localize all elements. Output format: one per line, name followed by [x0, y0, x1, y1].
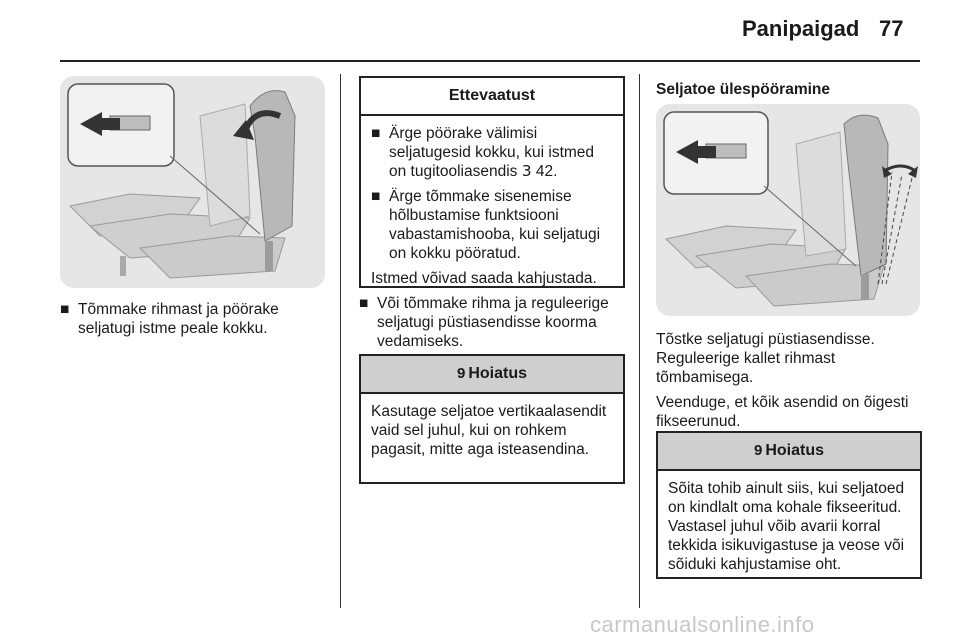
warning-body-1: Kasutage seljatoe vertikaalasendit vaid sel juhul, kui on rohkem pagasit, mitte aga isteasendina. [371, 403, 607, 458]
warning-box-1 [359, 354, 625, 484]
caution-body [361, 116, 623, 296]
seatback-raise-illustration [656, 104, 920, 316]
instruction-bullet-2: ■ Või tõmmake rihma ja reguleerige seljatugi püstiasendisse koorma vedamiseks. [359, 295, 609, 350]
column-divider-2 [639, 74, 640, 608]
column-divider-1 [340, 74, 341, 608]
warning-triangle-icon: 9 [456, 365, 466, 382]
caution-footer: Istmed võivad saada kahjustada. [371, 270, 597, 287]
warning-box-2 [656, 431, 922, 579]
right-heading-block [656, 80, 922, 99]
section-heading: Seljatoe ülespööramine [656, 81, 830, 98]
caution-title: Ettevaatust [361, 78, 623, 116]
warning-body-2: Sõita tohib ainult siis, kui seljatoed on kindlalt oma kohale fikseeritud. Vastasel juhul võib avarii korral tekkida isikuvigastuse ja veose või sõiduki kahjustamise oht. [668, 480, 905, 573]
instruction-bullet [60, 300, 328, 338]
instruction-text: Tõmmake rihmast ja pöörake seljatugi istme peale kokku. [78, 301, 279, 337]
page-ref: 42. [535, 163, 558, 180]
right-column-text [656, 330, 922, 431]
caution-box [359, 76, 625, 288]
paragraph-1: Tõstke seljatugi püstiasendisse. Reguleerige kallet rihmast tõmbamisega. [656, 331, 875, 386]
page-title: Panipaigad [742, 16, 860, 41]
caution-bullet-2: ■ Ärge tõmmake sisenemise hõlbustamise funktsiooni vabastamishooba, kui seljatugi on kokku pööratud. [371, 188, 601, 262]
rear-seat-fold-illustration [60, 76, 325, 288]
caution-bullet-1: ■ Ärge pöörake välimisi seljatugesid kokku, kui istmed on tugitooliasendis 3 42. [371, 125, 595, 180]
page-number: 77 [879, 16, 904, 41]
warning-title-2: 9 Hoiatus [658, 433, 920, 471]
middle-column-text [359, 294, 625, 351]
page-header [0, 0, 960, 62]
page-ref-icon: 3 [521, 162, 532, 180]
left-column-text [60, 300, 328, 338]
watermark: carmanualsonline.info [590, 612, 815, 637]
warning-triangle-icon: 9 [753, 442, 763, 459]
warning-title-1: 9 Hoiatus [361, 356, 623, 394]
seat-raise-figure [656, 104, 920, 316]
header-divider [60, 60, 920, 62]
paragraph-2: Veenduge, et kõik asendid on õigesti fikseerunud. [656, 394, 909, 430]
seat-fold-figure [60, 76, 325, 288]
bullet-square: ■ [60, 301, 70, 318]
